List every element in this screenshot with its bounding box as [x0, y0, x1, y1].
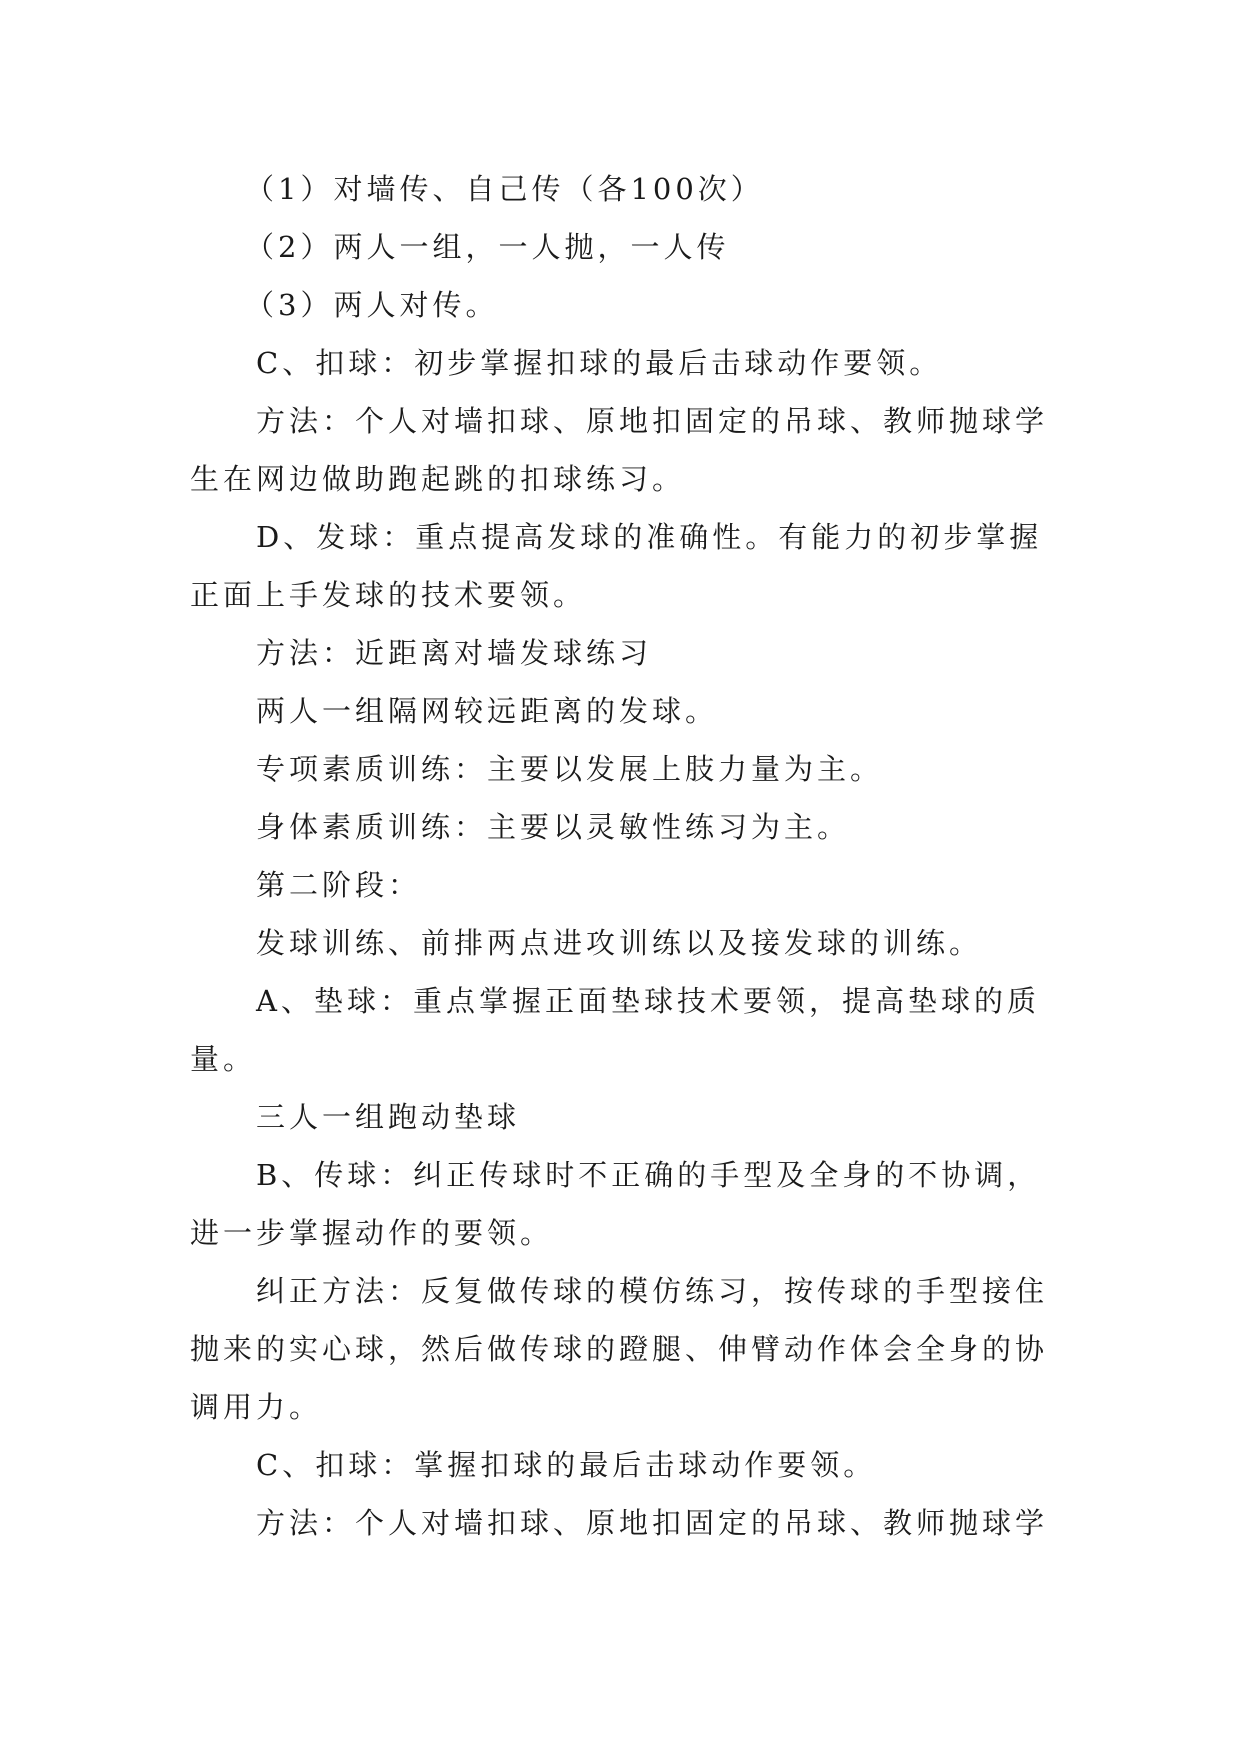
paragraph-dig-goal: A、垫球：重点掌握正面垫球技术要领，提高垫球的质量。 — [190, 984, 1040, 1076]
paragraph-special-training: 专项素质训练：主要以发展上肢力量为主。 — [256, 752, 884, 786]
paragraph-physical-training: 身体素质训练：主要以灵敏性练习为主。 — [256, 810, 851, 844]
paragraph-practice-3: （3）两人对传。 — [245, 288, 499, 322]
paragraph-serve-net: 两人一组隔网较远距离的发球。 — [256, 694, 719, 728]
paragraph-practice-2: （2）两人一组，一人抛，一人传 — [245, 230, 730, 264]
paragraph-spike-goal-2: C、扣球：掌握扣球的最后击球动作要领。 — [256, 1448, 877, 1482]
paragraph-set-correction: 纠正方法：反复做传球的模仿练习，按传球的手型接住抛来的实心球，然后做传球的蹬腿、伸臂动作体会全身的协调用力。 — [190, 1274, 1049, 1424]
paragraph-dig-method: 三人一组跑动垫球 — [256, 1100, 521, 1134]
paragraph-spike-goal: C、扣球：初步掌握扣球的最后击球动作要领。 — [256, 346, 943, 380]
paragraph-set-goal: B、传球：纠正传球时不正确的手型及全身的不协调，进一步掌握动作的要领。 — [190, 1158, 1041, 1250]
document-body — [190, 160, 1056, 1552]
paragraph-practice-1: （1）对墙传、自己传（各100次） — [245, 172, 764, 206]
paragraph-serve-goal: D、发球：重点提高发球的准确性。有能力的初步掌握正面上手发球的技术要领。 — [190, 520, 1043, 612]
paragraph-spike-method: 方法：个人对墙扣球、原地扣固定的吊球、教师抛球学生在网边做助跑起跳的扣球练习。 — [190, 404, 1049, 496]
paragraph-stage-two-summary: 发球训练、前排两点进攻训练以及接发球的训练。 — [256, 926, 983, 960]
paragraph-stage-two-heading: 第二阶段： — [256, 868, 422, 902]
paragraph-spike-method-2: 方法：个人对墙扣球、原地扣固定的吊球、教师抛球学 — [256, 1506, 1049, 1540]
paragraph-serve-method: 方法：近距离对墙发球练习 — [256, 636, 653, 670]
